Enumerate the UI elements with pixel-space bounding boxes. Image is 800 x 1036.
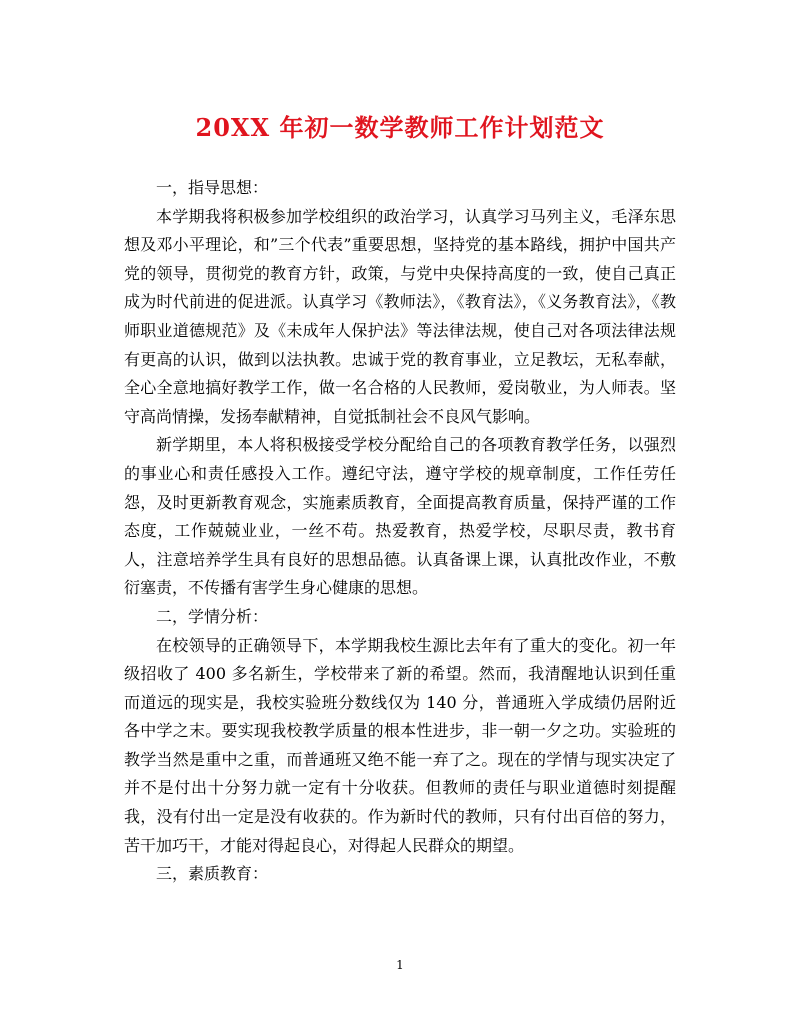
document-title: 20XX 年初一数学教师工作计划范文 (195, 113, 605, 142)
paragraph: 在校领导的正确领导下，本学期我校生源比去年有了重大的变化。初一年级招收了 400 多名新生，学校带来了新的希望。然而，我清醒地认识到任重而道远的现实是，我校实验班分数线仅为 140 分，普通班入学成绩仍居附近各中学之末。要实现我校教学质量的根本性进步，非一朝一夕之功。实验班的教学当然是重中之重，而普通班又绝不能一弃了之。现在的学情与现实决定了并不是付出十分努力就一定有十分收获。但教师的责任与职业道德时刻提醒我，没有付出一定是没有收获的。作为新时代的教师，只有付出百倍的努力，苦干加巧干，才能对得起良心，对得起人民群众的期望。 (124, 635, 676, 855)
section-heading-student-analysis: 二，学情分析： (156, 606, 269, 626)
paragraph: 新学期里，本人将积极接受学校分配给自己的各项教育教学任务，以强烈的事业心和责任感投入工作。遵纪守法，遵守学校的规章制度，工作任劳任怨，及时更新教育观念，实施素质教育，全面提高教育质量，保持严谨的工作态度，工作兢兢业业，一丝不苟。热爱教育，热爱学校，尽职尽责，教书育人，注意培养学生具有良好的思想品德。认真备课上课，认真批改作业，不敷衍塞责，不传播有害学生身心健康的思想。 (124, 435, 676, 598)
section-heading-quality-education: 三，素质教育： (156, 864, 269, 884)
paragraph: 本学期我将积极参加学校组织的政治学习，认真学习马列主义，毛泽东思想及邓小平理论，和”三个代表”重要思想，坚持党的基本路线，拥护中国共产党的领导，贯彻党的教育方针，政策，与党中央保持高度的一致，使自己真正成为时代前进的促进派。认真学习《教师法》，《教育法》，《义务教育法》，《教师职业道德规范》及《未成年人保护法》等法律法规，使自己对各项法律法规有更高的认识，做到以法执教。忠诚于党的教育事业，立足教坛，无私奉献，全心全意地搞好教学工作，做一名合格的人民教师，爱岗敬业，为人师表。坚守高尚情操，发扬奉献精神，自觉抵制社会不良风气影响。 (124, 206, 676, 426)
section-heading-guiding-ideology: 一，指导思想： (156, 178, 269, 197)
page-number: 1 (396, 958, 404, 972)
document-body (124, 174, 676, 889)
